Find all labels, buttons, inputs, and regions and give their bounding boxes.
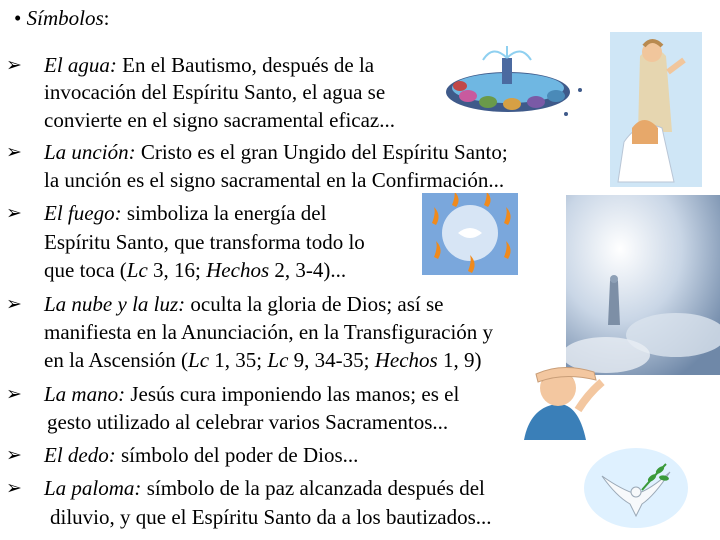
item-unction-line-2: la unción es el signo sacramental en la Confirmación... xyxy=(44,168,505,192)
item-water-line-3: convierte en el signo sacramental eficaz... xyxy=(44,108,395,132)
dove-illustration xyxy=(582,446,690,530)
item-arrow: ➢ xyxy=(6,54,22,76)
item-dove-line-2: diluvio, y que el Espíritu Santo da a los bautizados... xyxy=(50,505,492,529)
item-arrow: ➢ xyxy=(6,383,22,405)
cloud-light-illustration xyxy=(566,195,720,375)
item-water-line-1: El agua: En el Bautismo, después de la xyxy=(44,53,375,77)
item-cloud-term: La nube y la luz: xyxy=(44,292,186,316)
item-fire-term: El fuego: xyxy=(44,201,122,225)
item-water-term: El agua: xyxy=(44,53,117,77)
item-dove-term: La paloma: xyxy=(44,476,142,500)
heading-title: Símbolos xyxy=(26,6,104,30)
item-cloud-line-1: La nube y la luz: oculta la gloria de Dios; así se xyxy=(44,292,444,316)
item-fire-line-2: Espíritu Santo, que transforma todo lo xyxy=(44,230,365,254)
item-hand-line-2: gesto utilizado al celebrar varios Sacramentos... xyxy=(47,410,449,434)
item-hand-term: La mano: xyxy=(44,382,126,406)
fire-illustration xyxy=(422,193,518,275)
heading-colon: : xyxy=(103,6,110,30)
item-arrow: ➢ xyxy=(6,202,22,224)
item-arrow: ➢ xyxy=(6,477,22,499)
item-cloud-line-3: en la Ascensión (Lc 1, 35; Lc 9, 34-35; Hechos 1, 9) xyxy=(44,348,482,372)
heading-bullet: • xyxy=(14,6,22,30)
item-arrow: ➢ xyxy=(6,293,22,315)
item-finger-line-1: El dedo: símbolo del poder de Dios... xyxy=(44,443,359,467)
item-water-line-2: invocación del Espíritu Santo, el agua se xyxy=(44,80,386,104)
water-font-illustration xyxy=(438,44,588,120)
item-fire-line-1: El fuego: simboliza la energía del xyxy=(44,201,327,225)
item-fire-line-3: que toca (Lc 3, 16; Hechos 2, 3-4)... xyxy=(44,258,347,282)
slide-heading xyxy=(14,6,109,30)
anointing-illustration xyxy=(610,32,702,187)
item-arrow: ➢ xyxy=(6,141,22,163)
item-cloud-line-2: manifiesta en la Anunciación, en la Transfiguración y xyxy=(44,320,494,344)
item-unction-line-1: La unción: Cristo es el gran Ungido del Espíritu Santo; xyxy=(44,140,508,164)
item-finger-term: El dedo: xyxy=(44,443,116,467)
item-arrow: ➢ xyxy=(6,444,22,466)
item-unction-term: La unción: xyxy=(44,140,136,164)
hand-illustration xyxy=(516,360,608,442)
item-dove-line-1: La paloma: símbolo de la paz alcanzada después del xyxy=(44,476,485,500)
item-hand-line-1: La mano: Jesús cura imponiendo las manos; es el xyxy=(44,382,460,406)
